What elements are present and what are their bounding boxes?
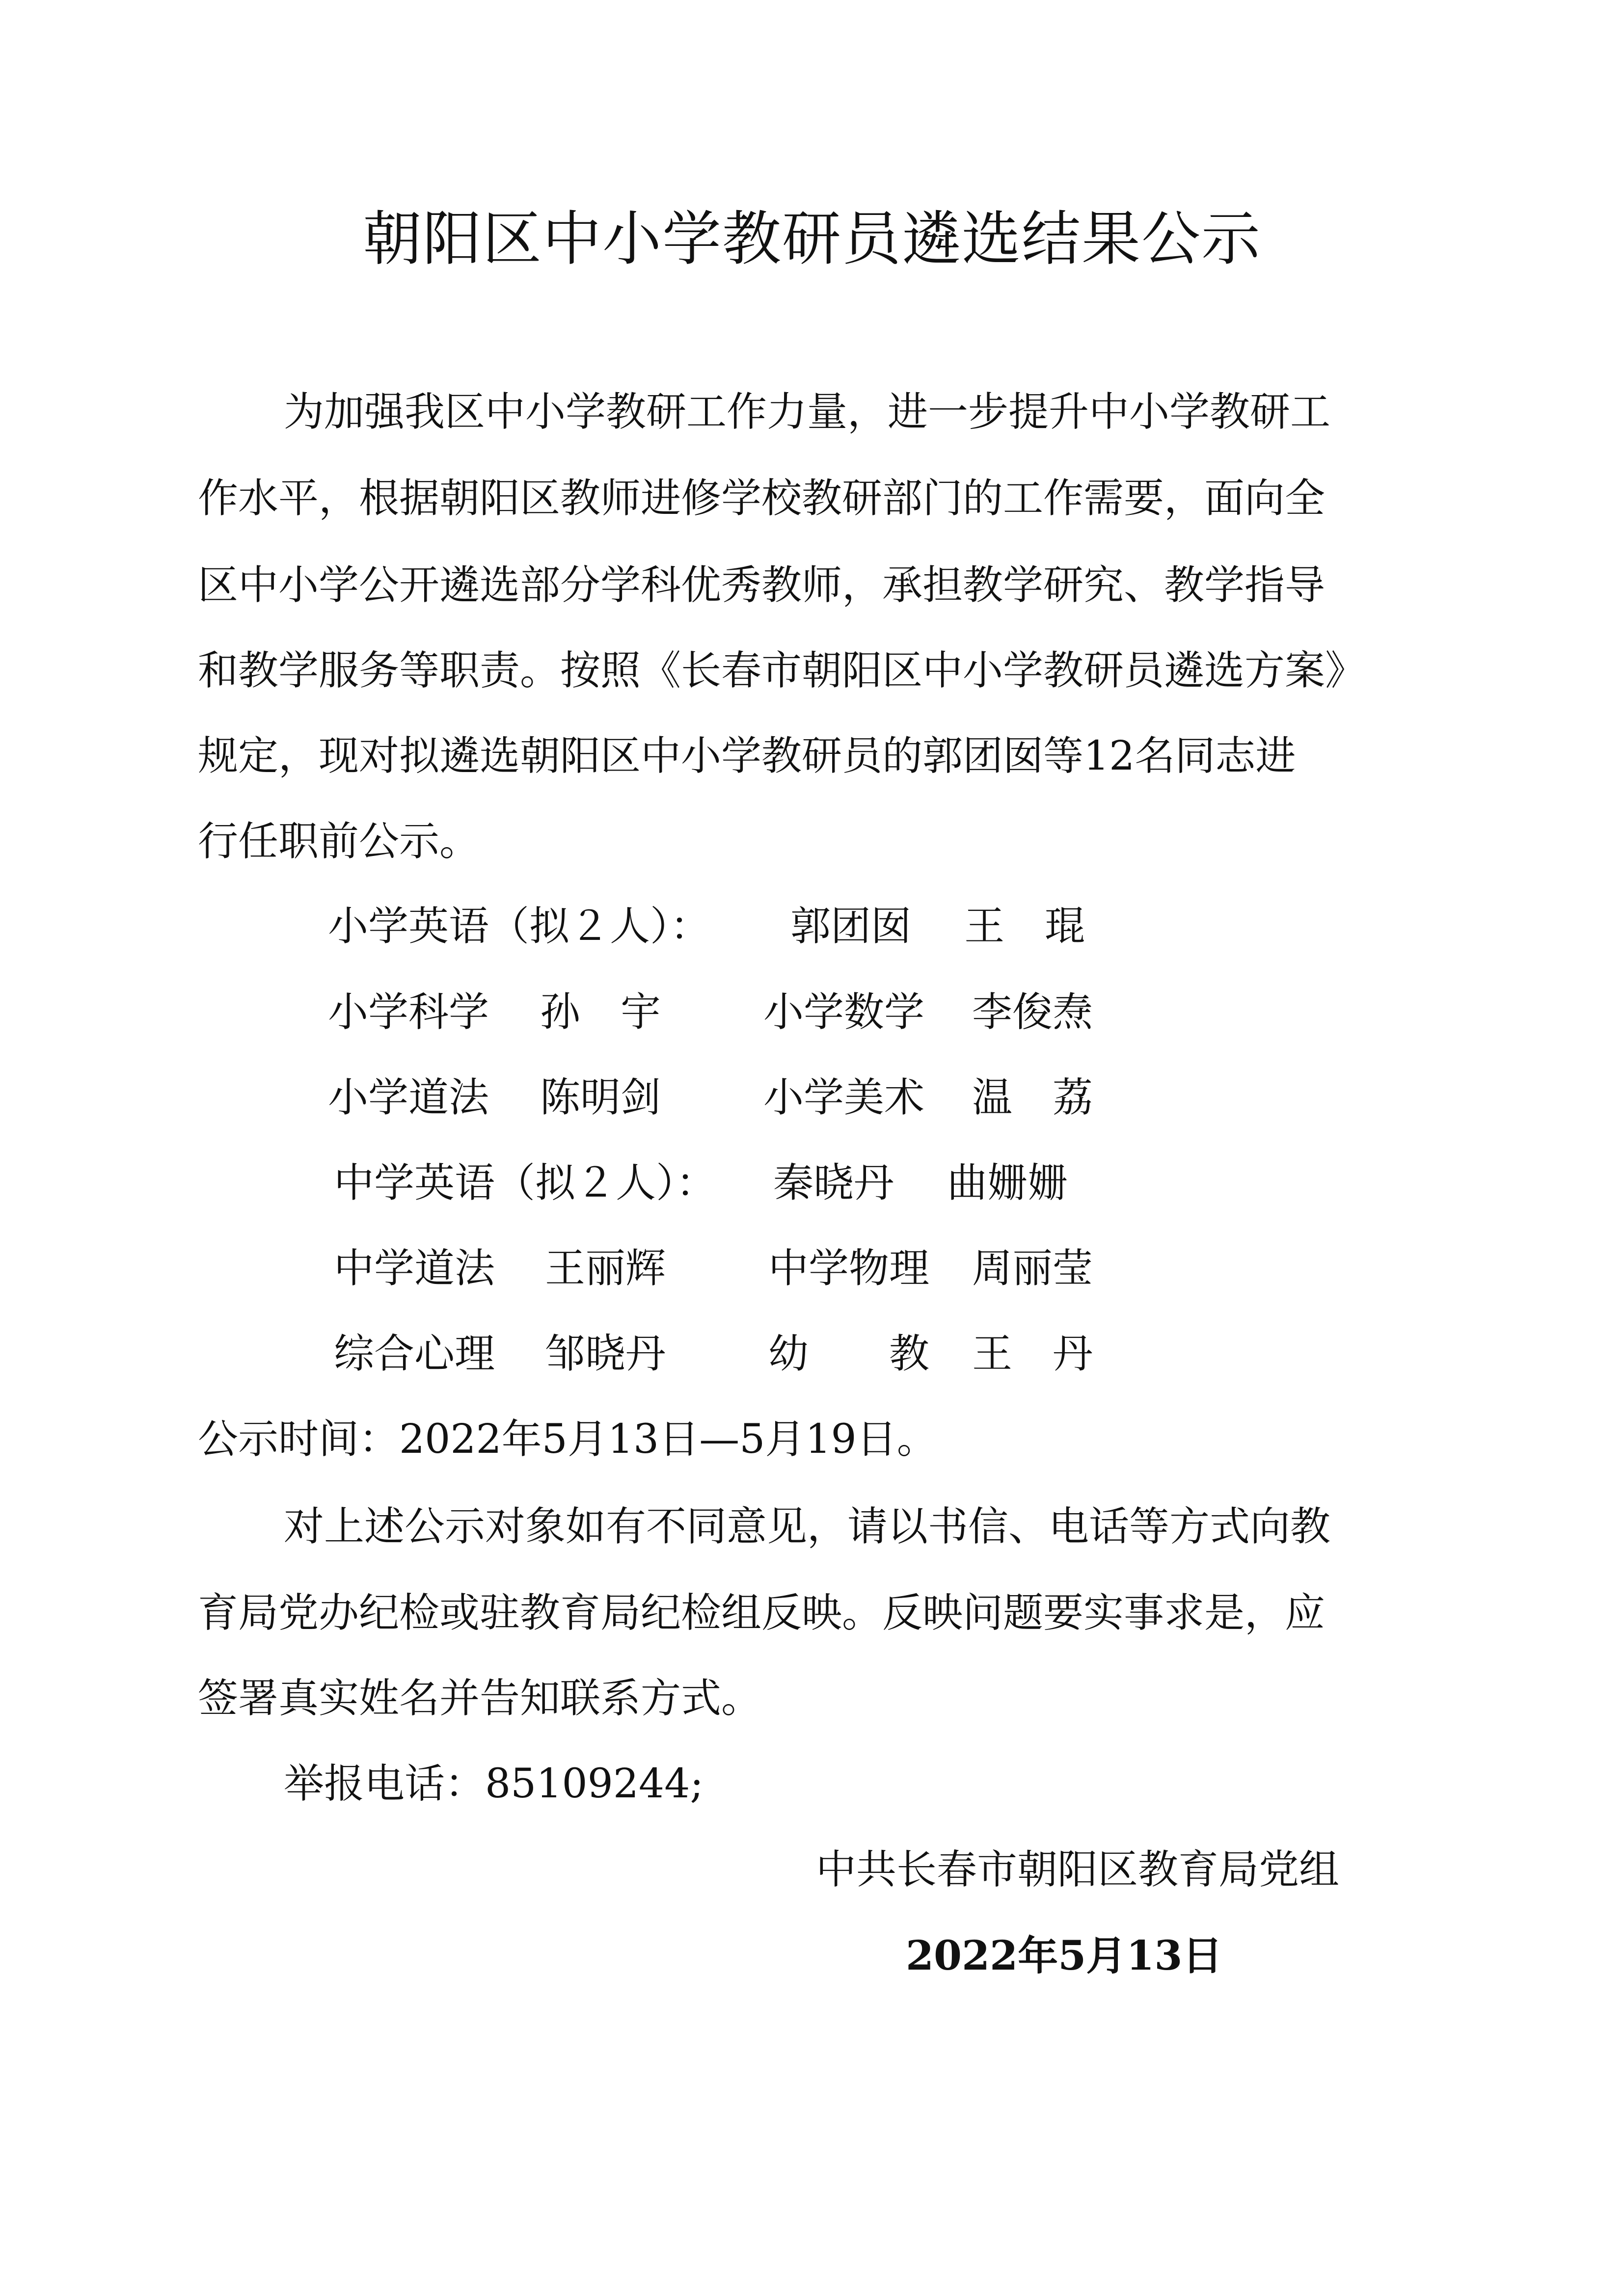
candidate-name: 王 丹 <box>972 1331 1093 1377</box>
candidate-subject: 中学物理 <box>768 1245 930 1292</box>
document-title: 朝阳区中小学教研员遴选结果公示 <box>363 205 1261 273</box>
candidate-subject: 小学科学 <box>328 989 489 1036</box>
intro-line: 作水平，根据朝阳区教师进修学校教研部门的工作需要，面向全 <box>198 475 1326 522</box>
signature-organization: 中共长春市朝阳区教育局党组 <box>816 1846 1340 1893</box>
intro-line: 和教学服务等职责。按照《长春市朝阳区中小学教研员遴选方案》 <box>198 647 1366 694</box>
intro-line: 区中小学公开遴选部分学科优秀教师，承担教学研究、教学指导 <box>198 562 1326 609</box>
candidate-name: 周丽莹 <box>972 1245 1093 1292</box>
candidate-subject: 综合心理 <box>334 1331 495 1377</box>
candidate-subject: 小学数学 <box>763 989 925 1036</box>
candidate-subject: 小学道法 <box>328 1074 489 1121</box>
feedback-line: 签署真实姓名并告知联系方式。 <box>198 1675 762 1722</box>
intro-line: 为加强我区中小学教研工作力量，进一步提升中小学教研工 <box>284 389 1331 435</box>
feedback-line: 育局党办纪检或驻教育局纪检组反映。反映问题要实事求是，应 <box>198 1590 1326 1636</box>
candidate-name: 温 荔 <box>972 1074 1093 1121</box>
candidate-name: 李俊焘 <box>972 989 1093 1036</box>
publicity-period: 公示时间：2022年5月13日—5月19日。 <box>198 1416 937 1463</box>
intro-line: 行任职前公示。 <box>198 818 480 865</box>
candidate-subject: 小学美术 <box>763 1074 925 1121</box>
candidate-name: 孙 宇 <box>540 989 661 1036</box>
candidate-label: 中学英语（拟２人）： <box>334 1160 717 1206</box>
candidate-names: 秦晓丹 曲姗姗 <box>773 1160 1068 1206</box>
candidate-name: 王丽辉 <box>545 1245 666 1292</box>
hotline: 举报电话：85109244; <box>284 1761 704 1807</box>
candidate-name: 陈明剑 <box>540 1074 661 1121</box>
candidate-subject: 幼 教 <box>768 1331 930 1377</box>
candidate-names: 郭团囡 王 琨 <box>790 903 1085 950</box>
candidate-name: 邹晓丹 <box>545 1331 666 1377</box>
feedback-line: 对上述公示对象如有不同意见，请以书信、电话等方式向教 <box>284 1503 1331 1550</box>
intro-line: 规定，现对拟遴选朝阳区中小学教研员的郭团囡等12名同志进 <box>198 733 1296 779</box>
candidate-label: 小学英语（拟２人）： <box>328 903 711 950</box>
signature-date: 2022年5月13日 <box>906 1932 1223 1979</box>
candidate-subject: 中学道法 <box>334 1245 495 1292</box>
